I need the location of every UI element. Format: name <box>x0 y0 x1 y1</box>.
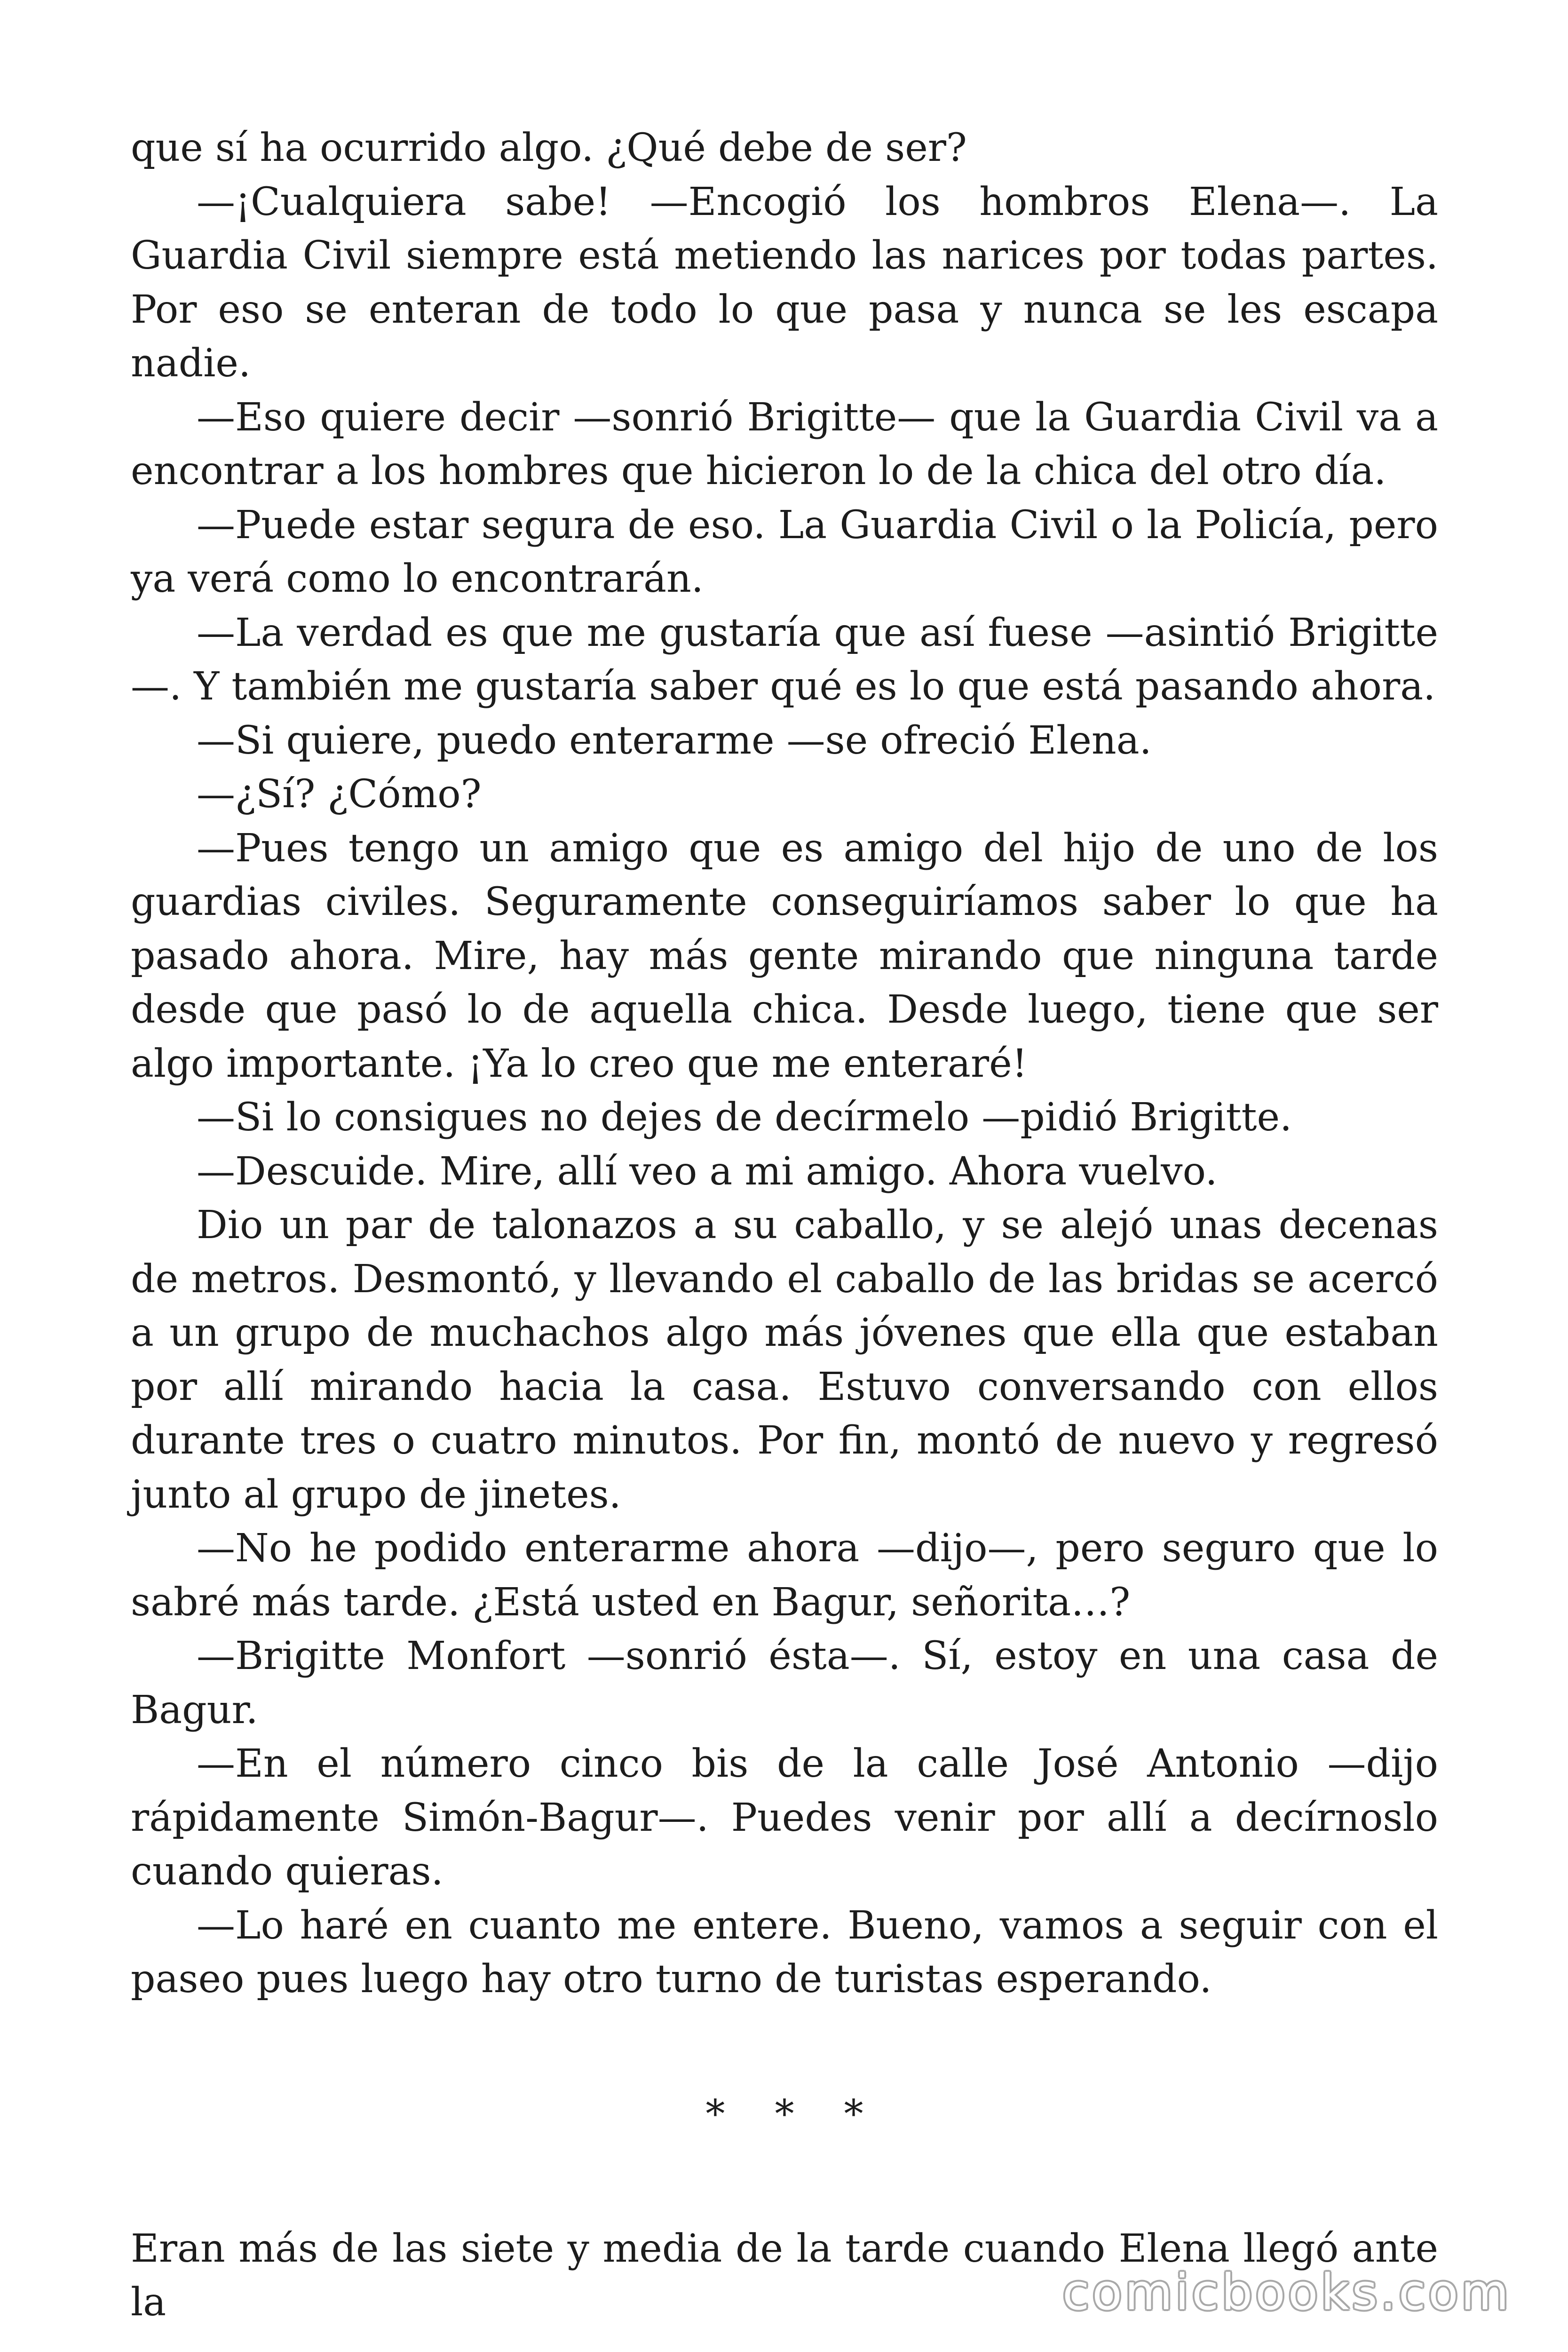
paragraph: Dio un par de talonazos a su caballo, y se alejó unas decenas de metros. Desmontó, y llevando el caballo de las bridas se acercó a un grupo de muchachos algo más jóvenes que ella que estaban por allí mirando hacia la casa. Estuvo conversando con ellos durante tres o cuatro minutos. Por fin, montó de nuevo y regresó junto al grupo de jinetes. <box>131 1203 1438 1517</box>
paragraph: —Lo haré en cuanto me entere. Bueno, vamos a seguir con el paseo pues luego hay otro turno de turistas esperando. <box>131 1903 1438 2002</box>
paragraph-continuation: que sí ha ocurrido algo. ¿Qué debe de ser? <box>131 126 967 170</box>
paragraph: —¡Cualquiera sabe! —Encogió los hombros Elena—. La Guardia Civil siempre está metiendo las narices por todas partes. Por eso se enteran de todo lo que pasa y nunca se les escapa nadie. <box>131 179 1438 386</box>
paragraph: —Eso quiere decir —sonrió Brigitte— que la Guardia Civil va a encontrar a los hombres que hicieron lo de la chica del otro día. <box>131 395 1438 493</box>
text-column <box>131 121 1438 2330</box>
paragraph: —Brigitte Monfort —sonrió ésta—. Sí, estoy en una casa de Bagur. <box>131 1634 1438 1732</box>
paragraph: —¿Sí? ¿Cómo? <box>197 772 482 817</box>
section-separator: * * * <box>705 2092 882 2137</box>
paragraph: —En el número cinco bis de la calle José Antonio —dijo rápidamente Simón-Bagur—. Puedes venir por allí a decírnoslo cuando quieras. <box>131 1741 1438 1894</box>
paragraph: —Si lo consigues no dejes de decírmelo —pidió Brigitte. <box>197 1095 1292 1140</box>
paragraph: —No he podido enterarme ahora —dijo—, pero seguro que lo sabré más tarde. ¿Está usted en Bagur, señorita…? <box>131 1526 1438 1625</box>
paragraph: —Pues tengo un amigo que es amigo del hijo de uno de los guardias civiles. Seguramente conseguiríamos saber lo que ha pasado ahora. Mire, hay más gente mirando que ninguna tarde desde que pasó lo de aquella chica. Desde luego, tiene que ser algo importante. ¡Ya lo creo que me enteraré! <box>131 826 1438 1086</box>
watermark: comicbooks.com <box>1062 2264 1512 2321</box>
paragraph: —La verdad es que me gustaría que así fuese —asintió Brigitte —. Y también me gustaría saber qué es lo que está pasando ahora. <box>131 610 1438 709</box>
paragraph: —Si quiere, puedo enterarme —se ofreció Elena. <box>197 718 1152 763</box>
paragraph-new-section: Eran más de las siete y media de la tarde cuando Elena llegó ante la <box>131 2226 1438 2325</box>
paragraph: —Puede estar segura de eso. La Guardia Civil o la Policía, pero ya verá como lo encontrarán. <box>131 502 1438 601</box>
paragraph: —Descuide. Mire, allí veo a mi amigo. Ahora vuelvo. <box>197 1149 1218 1194</box>
